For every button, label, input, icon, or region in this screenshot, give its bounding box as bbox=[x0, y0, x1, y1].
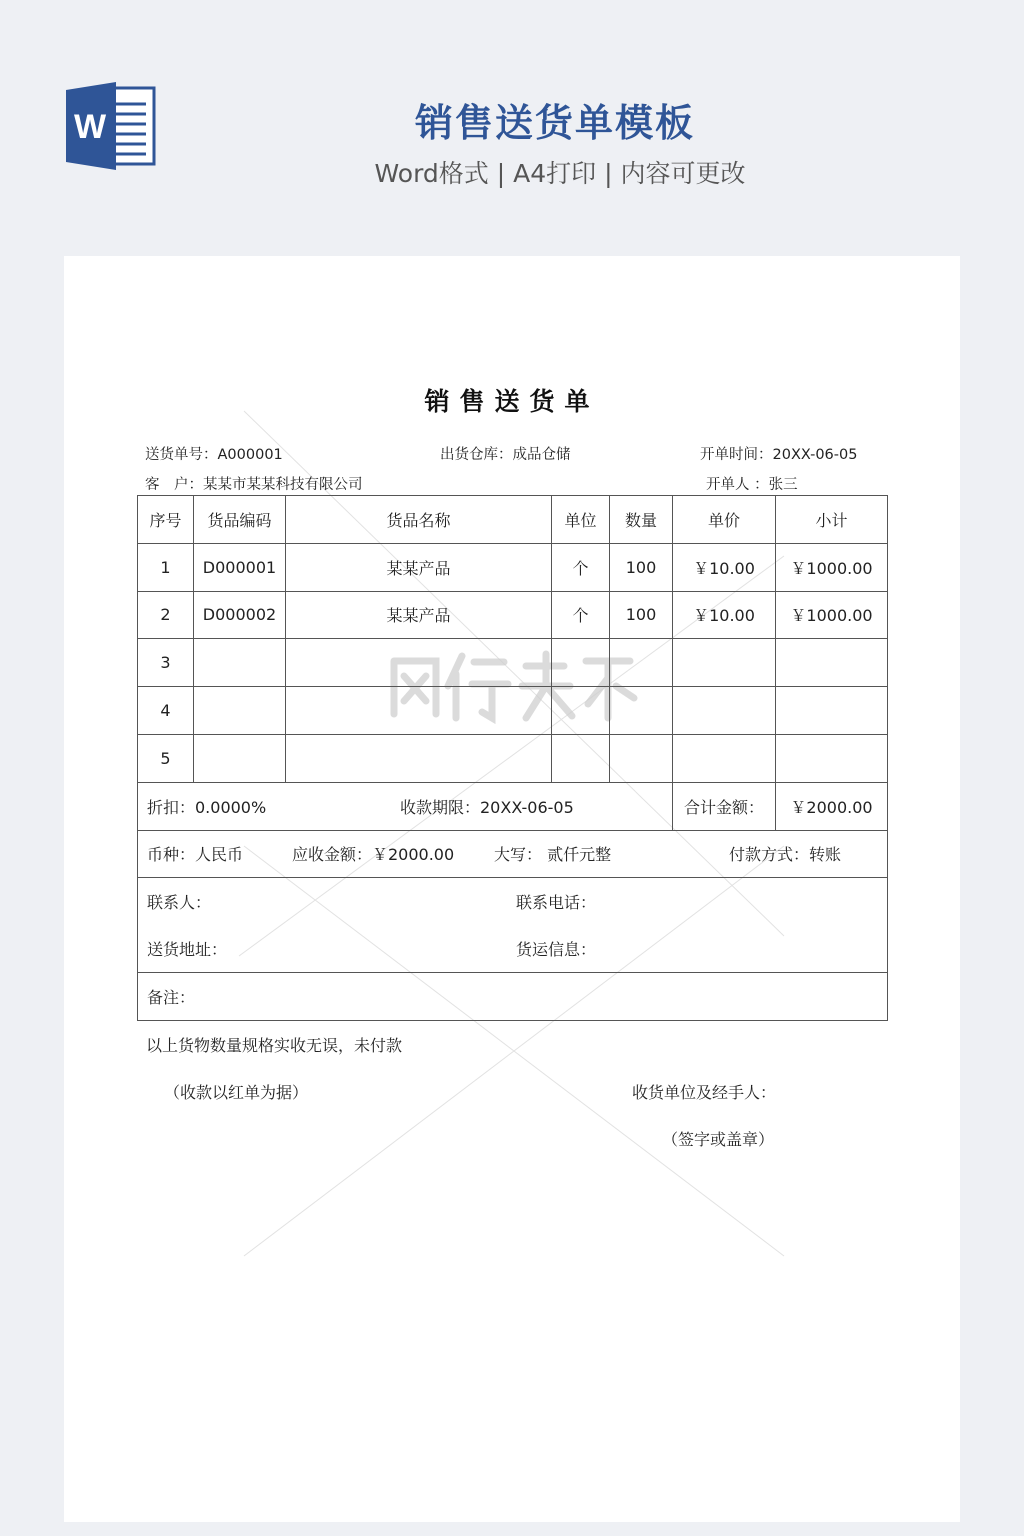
cell-subtotal bbox=[776, 687, 888, 735]
cell-qty: 100 bbox=[610, 543, 673, 591]
remark-cell: 备注： bbox=[138, 973, 888, 1021]
uppercase-amount-text: 大写： 贰仟元整 bbox=[494, 845, 612, 865]
cell-code: D000002 bbox=[194, 591, 286, 639]
contact-phone-label: 联系电话： bbox=[516, 893, 597, 913]
cell-unit bbox=[552, 639, 610, 687]
cell-subtotal bbox=[776, 734, 888, 782]
order-number-value: A000001 bbox=[217, 447, 283, 463]
warehouse-value: 成品仓储 bbox=[512, 447, 571, 463]
cell-qty bbox=[610, 639, 673, 687]
cell-price: ￥10.00 bbox=[673, 591, 776, 639]
banner-subtitle: Word格式 | A4打印 | 内容可更改 bbox=[374, 159, 746, 188]
cell-unit: 个 bbox=[552, 591, 610, 639]
cell-name bbox=[286, 687, 552, 735]
header-price: 单价 bbox=[673, 496, 776, 544]
cell-code bbox=[194, 639, 286, 687]
receipt-basis: （收款以红单为据） bbox=[164, 1083, 309, 1102]
header-code: 货品编码 bbox=[194, 496, 286, 544]
shipping-info-label: 货运信息： bbox=[516, 940, 597, 960]
receiver-label: 收货单位及经手人： bbox=[632, 1083, 777, 1102]
issue-date-label: 开单时间： bbox=[700, 447, 773, 463]
logo-letter: W bbox=[73, 108, 107, 146]
header-qty: 数量 bbox=[610, 496, 673, 544]
issuer-value: 张三 bbox=[768, 477, 798, 493]
table-row bbox=[138, 734, 888, 782]
warehouse-label: 出货仓库： bbox=[440, 447, 513, 463]
delivery-address-label: 送货地址： bbox=[147, 940, 228, 960]
header-subtotal: 小计 bbox=[776, 496, 888, 544]
contact-row bbox=[138, 878, 888, 973]
issuer bbox=[706, 473, 798, 494]
table-row bbox=[138, 687, 888, 735]
cell-name bbox=[286, 639, 552, 687]
header-name: 货品名称 bbox=[286, 496, 552, 544]
cell-seq: 4 bbox=[138, 687, 194, 735]
header-unit: 单位 bbox=[552, 496, 610, 544]
cell-price bbox=[673, 734, 776, 782]
cell-code: D000001 bbox=[194, 543, 286, 591]
order-number-label: 送货单号： bbox=[145, 447, 218, 463]
cell-unit bbox=[552, 687, 610, 735]
contact-person-label: 联系人： bbox=[147, 893, 212, 913]
cell-price bbox=[673, 687, 776, 735]
issue-date-value: 20XX-06-05 bbox=[772, 447, 858, 463]
cell-unit bbox=[552, 734, 610, 782]
table-row bbox=[138, 543, 888, 591]
cell-code bbox=[194, 687, 286, 735]
word-document-icon bbox=[66, 82, 156, 170]
discount-text: 折扣：0.0000% bbox=[147, 797, 267, 817]
contact-cell bbox=[138, 878, 888, 973]
signature-hint: （签字或盖章） bbox=[662, 1130, 775, 1149]
payment-method-text: 付款方式：转账 bbox=[729, 845, 842, 865]
cell-seq: 3 bbox=[138, 639, 194, 687]
cell-qty bbox=[610, 687, 673, 735]
receipt-note: 以上货物数量规格实收无误，未付款 bbox=[146, 1036, 403, 1055]
issue-date bbox=[700, 443, 857, 464]
header-seq: 序号 bbox=[138, 496, 194, 544]
warehouse bbox=[440, 443, 571, 464]
cell-subtotal: ￥1000.00 bbox=[776, 543, 888, 591]
goods-table bbox=[137, 495, 888, 1021]
table-row bbox=[138, 591, 888, 639]
table-header-row bbox=[138, 496, 888, 544]
cell-unit: 个 bbox=[552, 543, 610, 591]
customer-value: 某某市某某科技有限公司 bbox=[203, 477, 363, 493]
payment-cell bbox=[138, 830, 888, 878]
total-value: ￥2000.00 bbox=[776, 782, 888, 830]
cell-subtotal bbox=[776, 639, 888, 687]
cell-seq: 2 bbox=[138, 591, 194, 639]
cell-subtotal: ￥1000.00 bbox=[776, 591, 888, 639]
currency-text: 币种：人民币 bbox=[147, 845, 244, 865]
cell-seq: 5 bbox=[138, 734, 194, 782]
payment-row bbox=[138, 830, 888, 878]
customer bbox=[145, 473, 363, 494]
discount-due-cell bbox=[138, 782, 673, 830]
cell-qty: 100 bbox=[610, 591, 673, 639]
issuer-label: 开单人 ： bbox=[706, 477, 769, 493]
banner-title: 销售送货单模板 bbox=[414, 101, 695, 145]
cell-qty bbox=[610, 734, 673, 782]
customer-label: 客 户： bbox=[145, 477, 203, 493]
receivable-text: 应收金额：￥2000.00 bbox=[292, 845, 455, 865]
cell-name bbox=[286, 734, 552, 782]
order-number bbox=[145, 443, 283, 464]
remark-row bbox=[138, 973, 888, 1021]
document-title: 销售送货单 bbox=[424, 387, 600, 416]
banner bbox=[0, 0, 1024, 256]
cell-price: ￥10.00 bbox=[673, 543, 776, 591]
cell-code bbox=[194, 734, 286, 782]
summary-row bbox=[138, 782, 888, 830]
document-page bbox=[64, 256, 960, 1522]
cell-name: 某某产品 bbox=[286, 591, 552, 639]
total-label: 合计金额： bbox=[673, 782, 776, 830]
due-date-text: 收款期限：20XX-06-05 bbox=[400, 797, 574, 817]
cell-price bbox=[673, 639, 776, 687]
table-row bbox=[138, 639, 888, 687]
cell-seq: 1 bbox=[138, 543, 194, 591]
cell-name: 某某产品 bbox=[286, 543, 552, 591]
